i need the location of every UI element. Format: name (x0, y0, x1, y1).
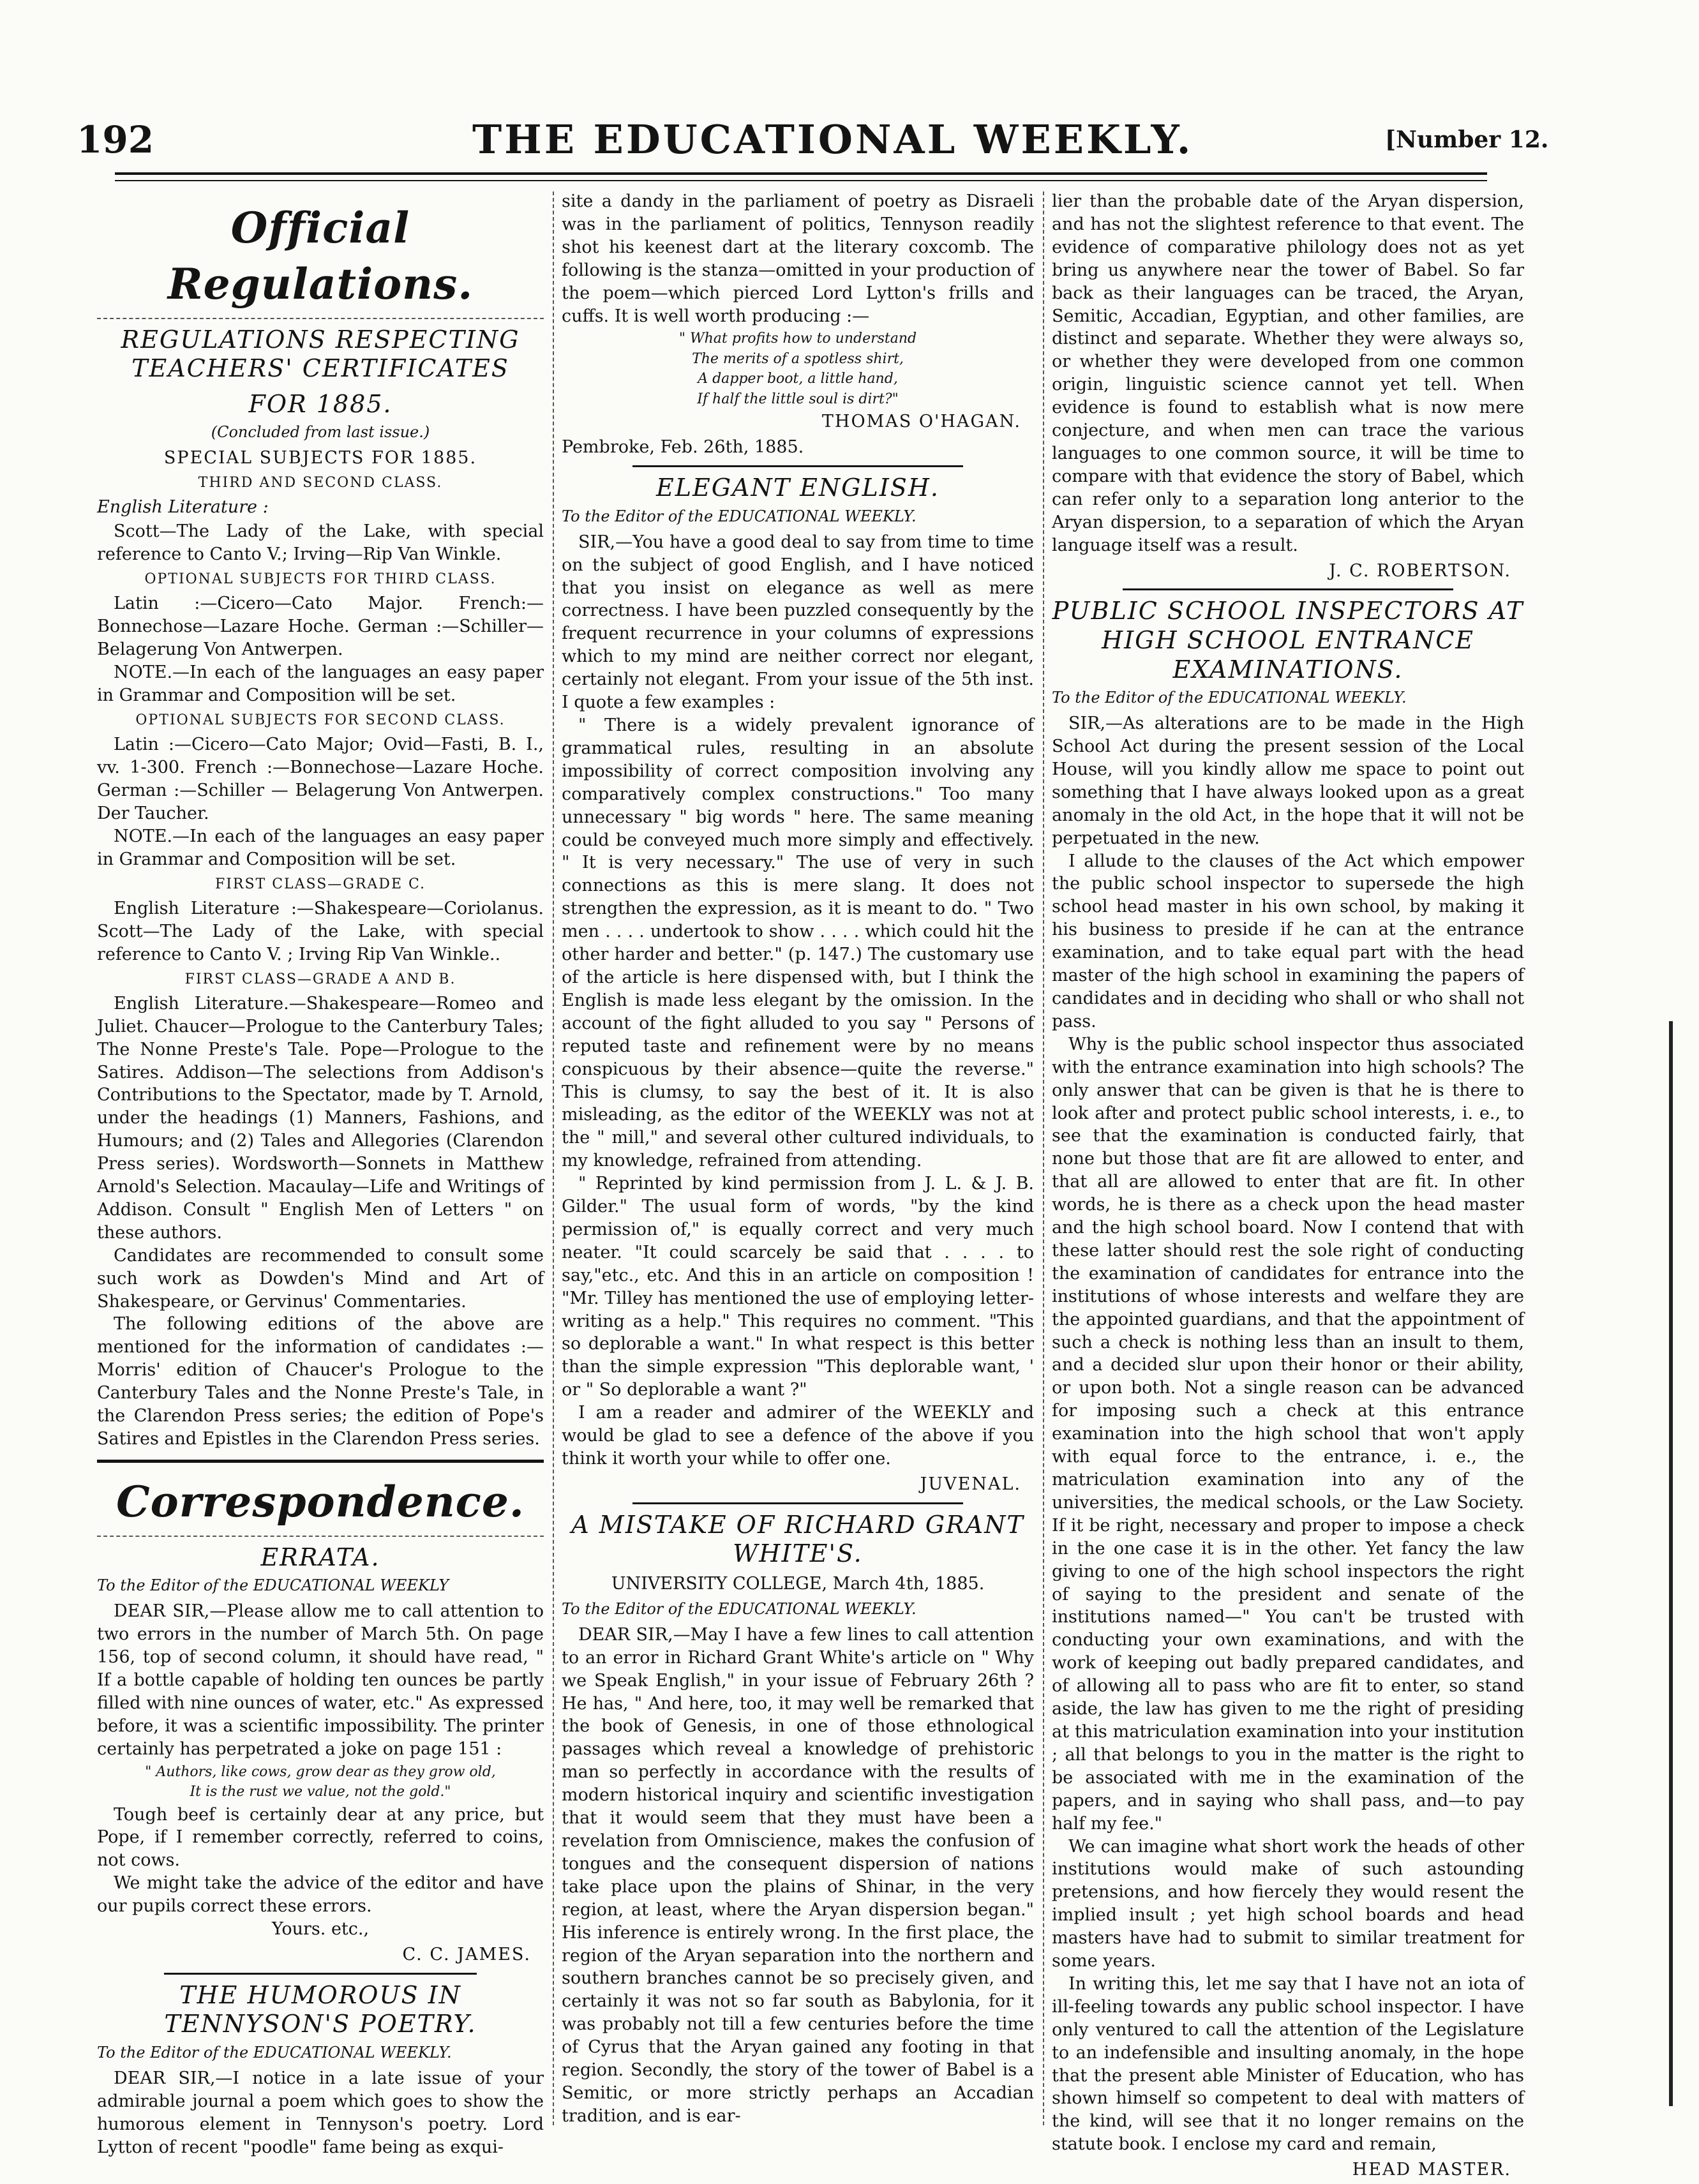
first-class-c-heading: FIRST CLASS—GRADE C. (214, 876, 426, 892)
first-class-ab-heading: FIRST CLASS—GRADE A AND B. (184, 971, 456, 987)
inspectors-paragraph-1: SIR,—As alterations are to be made in the High School Act during the present session of the Local House, will you kindly allow me space to point out something that I have always looked upon as a great anomaly in the old Act, in the hope that it will not be perpetuated in the new. (1052, 714, 1524, 848)
mistake-signature: J. C. ROBERTSON. (1329, 560, 1511, 581)
errata-addressee: To the Editor of the EDUCATIONAL WEEKLY (97, 1576, 449, 1595)
errata-paragraph-1: DEAR SIR,—Please allow me to call attention to two errors in the number of March 5th. On page 156, top of second column, it should have read, " If a bottle capable of holding ten ounces be partly filled with nine ounces of water, etc." As expressed before, it was a scientific impossibility. The printer certainly has perpetrated a joke on page 151 : (97, 1601, 544, 1759)
errata-signature: C. C. JAMES. (402, 1944, 531, 1964)
editions-text: The following editions of the above are mentioned for the information of candidates :—Morris' edition of Chaucer's Prologue to the Canterbury Tales and the Nonne Preste's Tale, in the Clarendon Press series; the edition of Pope's Satires and Epistles in the Clarendon Press series. (97, 1314, 544, 1449)
stanza-line-4: If half the little soul is dirt?" (697, 391, 899, 407)
humorous-addressee: To the Editor of the EDUCATIONAL WEEKLY. (97, 2044, 452, 2062)
divider (97, 318, 544, 319)
optional-second-heading: OPTIONAL SUBJECTS FOR SECOND CLASS. (135, 712, 505, 728)
stanza-line-1: " What profits how to understand (678, 331, 917, 347)
inspectors-addressee: To the Editor of the EDUCATIONAL WEEKLY. (1052, 689, 1407, 707)
elegant-paragraph-3: " Reprinted by kind permission from J. L. & J. B. Gilder." The usual form of words, "by the kind permission of," is equally correct and very much neater. "It could scarcely be said that . . . . to say,"etc., etc. And this in an article on composition ! "Mr. Tilley has mentioned the use of employing letter-writing as a help." This requires no comment. "This so deplorable a want." In what respect is this better than the simple expression "This deplorable want, ' or " So deplorable a want ?" (562, 1174, 1034, 1400)
divider (632, 465, 963, 467)
section-correspondence: Correspondence. (116, 1476, 525, 1527)
inspectors-paragraph-3: Why is the public school inspector thus associated with the entrance examination into high schools? The only answer that can be given is that he is there to look after and protect public school interests, i. e., to see that the examination is conducted fairly, that none but those that are fit are allowed to enter, and that all are allowed to enter that are fit. In other words, he is there as a check upon the head master and the high school board. Now I contend that with these latter should rest the sole right of conducting the examination of candidates for entrance into the institutions of whose interests and welfare they are the appointed guardians, and that the appointment of such a check is nothing less than an insult to them, and a decided slur upon their honor or their ability, or upon both. Not a single reason can be advanced for imposing such a check at this entrance examination into the high school that won't apply with equal force to the entrance, i. e., the matriculation examination into any of the universities, the medical schools, or the Law Society. If it be right, necessary and proper to impose a check in the one case it is in the other. Yet fancy the law giving to one of the high school inspectors the right of saying to the president and senate of the institutions named—" You can't be trusted with conducting your own examinations, and with the work of keeping out badly prepared candidates, and of allowing all to pass who are fit to enter, so stand aside, the law has given to me the right of presiding at this matriculation examination into your institution ; all that belongs to you in the matter is the right to be associated with me in the examination of the papers, and in saying who shall pass, and—to pay half my fee." (1052, 1034, 1524, 1834)
inspectors-signature: HEAD MASTER. (1352, 2160, 1511, 2180)
humorous-signature: THOMAS O'HAGAN. (821, 412, 1021, 432)
column-3 (1052, 189, 1524, 2184)
elegant-signature: JUVENAL. (920, 1474, 1021, 1494)
page-number: 192 (77, 118, 154, 161)
special-subjects-heading: SPECIAL SUBJECTS FOR 1885. (163, 448, 477, 468)
inspectors-paragraph-4: We can imagine what short work the heads of other institutions would make of such astounding pretensions, and how fiercely they would resent the implied insult ; yet high school boards and head masters have had to submit to similar treatment for some years. (1052, 1836, 1524, 1971)
errata-closing: Yours. etc., (271, 1919, 370, 1940)
errata-verse-2: It is the rust we value, not the gold." (190, 1784, 451, 1800)
humorous-paragraph-1: DEAR SIR,—I notice in a late issue of your admirable journal a poem which goes to show the humorous element in Tennyson's poetry. Lord Lytton of recent "poodle" fame being as exqui- (97, 2068, 544, 2157)
humorous-continued: site a dandy in the parliament of poetry as Disraeli was in the parliament of politics, Tennyson readily shot his keenest dart at the literary coxcomb. The following is the stanza—omitted in your production of the poem—which pierced Lord Lytton's frills and cuffs. It is well worth producing :— (562, 191, 1034, 326)
elegant-paragraph-1: SIR,—You have a good deal to say from time to time on the subject of good English, and I have noticed that you insist on elegance as well as mere correctness. I have been puzzled consequently by the frequent recurrence in your columns of expressions which to my mind are neither correct nor elegant, certainly not elegant. From your issue of the 5th inst. I quote a few examples : (562, 532, 1034, 713)
column-1 (97, 189, 544, 2159)
mistake-continued: lier than the probable date of the Aryan dispersion, and has not the slightest reference to that event. The evidence of comparative philology does not as yet bring us anywhere near the tower of Babel. So far back as their languages can be traced, the Aryan, Semitic, Accadian, Egyptian, and other families, are distinct and separate. Whether they were always so, or whether they were developed from one common origin, linguistic science cannot yet tell. When evidence is found to establish what is now mere conjecture, and when men can trace the various languages to one common source, it will be time to compare with that evidence the story of Babel, which can refer only to a separation long anterior to the Aryan dispersion, to a separation of which the Aryan language itself was a result. (1052, 191, 1524, 555)
section-official-regulations: Official Regulations. (167, 203, 474, 309)
mistake-place-date: UNIVERSITY COLLEGE, March 4th, 1885. (611, 1574, 985, 1594)
english-lit-text: Scott—The Lady of the Lake, with special reference to Canto V.; Irving—Rip Van Winkle. (97, 521, 544, 565)
mistake-paragraph-1: DEAR SIR,—May I have a few lines to call attention to an error in Richard Grant White's article on " Why we Speak English," in your issue of February 26th ? He has, " And here, too, it may well be remarked that the book of Genesis, in one of those ethnological passages which reveal a knowledge of prehistoric man so perfectly in accordance with the results of modern historical inquiry and scientific investigation that it would seem that they must have been a revelation from Omniscience, makes the confusion of tongues and the consequent dispersion of nations take place upon the plains of Shinar, in the very region, at least, where the Aryan dispersion began." His inference is entirely wrong. In the first place, the region of the Aryan separation into the northern and southern branches cannot be so precisely given, and certainly it was not so far south as Babylonia, for it was probably not till a few centuries before the time of Cyrus that the Aryan gained any footing in that region. Secondly, the story of the tower of Babel is a Semitic, or more strictly perhaps an Accadian tradition, and is ear- (562, 1624, 1034, 2126)
column-divider-1 (553, 191, 554, 2125)
divider (97, 1536, 544, 1537)
humorous-heading: THE HUMOROUS IN TENNYSON'S POETRY. (164, 1980, 477, 2038)
divider (632, 1502, 963, 1504)
elegant-paragraph-4: I am a reader and admirer of the WEEKLY and would be glad to see a defence of the above if you think it worth your while to offer one. (562, 1403, 1034, 1469)
errata-paragraph-2: Tough beef is certainly dear at any price, but Pope, if I remember correctly, referred to coins, not cows. (97, 1804, 544, 1871)
regulations-year: FOR 1885. (248, 389, 393, 418)
concluded-note: (Concluded from last issue.) (211, 423, 430, 442)
errata-paragraph-3: We might take the advice of the editor and have our pupils correct these errors. (97, 1873, 544, 1917)
divider (164, 1973, 477, 1975)
humorous-place-date: Pembroke, Feb. 26th, 1885. (562, 437, 804, 458)
candidates-text: Candidates are recommended to consult some such work as Dowden's Mind and Art of Shakespeare, or Gervinus' Commentaries. (97, 1245, 544, 1312)
header-rule (115, 172, 1487, 176)
third-second-heading: THIRD AND SECOND CLASS. (198, 475, 443, 491)
divider (1123, 588, 1453, 590)
header-rule-thin (115, 180, 1487, 181)
optional-third-heading: OPTIONAL SUBJECTS FOR THIRD CLASS. (144, 571, 497, 588)
column-2 (562, 189, 1034, 2128)
errata-verse-1: " Authors, like cows, grow dear as they grow old, (145, 1763, 496, 1780)
inspectors-paragraph-5: In writing this, let me say that I have not an iota of ill-feeling towards any public school inspector. I have only ventured to call the attention of the Legislature to an indefensible and insulting anomaly, in the hope that the present able Minister of Education, who has shown himself so competent to deal with matters of the kind, will see that it no longer remains on the statute book. I enclose my card and remain, (1052, 1973, 1524, 2155)
inspectors-paragraph-2: I allude to the clauses of the Act which empower the public school inspector to supersede the high school head master in his own school, by making it his business to preside if he can at the entrance examination, and to take equal part with the head master of the high school in examining the papers of candidates and in deciding who shall or who shall not pass. (1052, 851, 1524, 1031)
elegant-english-heading: ELEGANT ENGLISH. (655, 474, 940, 502)
optional-second-text: Latin :—Cicero—Cato Major; Ovid—Fasti, B. I., vv. 1-300. French :—Bonnechose—Lazare Hoche. German :—Schiller — Belagerung Von Antwerpen. Der Taucher. (97, 735, 544, 823)
stanza-line-2: The merits of a spotless shirt, (692, 350, 904, 367)
elegant-paragraph-2: " There is a widely prevalent ignorance of grammatical rules, resulting in an absolute impossibility of correct composition involving any comparatively complex constructions." Too many unnecessary " big words " here. The same meaning could be conveyed much more simply and effectively. " It is very necessary." The use of very in such connections as this is mere slang. It does not strengthen the expression, as it is meant to do. " Two men . . . . undertook to show . . . . which could hit the other harder and better." (p. 147.) The customary use of the article is here dispensed with, but I think the English is made less elegant by the omission. In the account of the fight alluded to you say " Persons of reputed taste and refinement were by no means conspicuous by their absence—quite the reverse." This is clumsy, to say the best of it. It is also misleading, as the editor of the WEEKLY was not at the " mill," and several other cultured individuals, to my knowledge, refrained from attending. (562, 715, 1034, 1171)
optional-third-text: Latin :—Cicero—Cato Major. French:—Bonnechose—Lazare Hoche. German :—Schiller—Belagerung Von Antwerpen. (97, 594, 544, 660)
first-class-c-text: English Literature :—Shakespeare—Coriolanus. Scott—The Lady of the Lake, with special reference to Canto V. ; Irving Rip Van Winkle.. (97, 898, 544, 964)
mistake-addressee: To the Editor of the EDUCATIONAL WEEKLY. (562, 1599, 917, 1618)
section-rule (97, 1460, 544, 1463)
inspectors-heading: PUBLIC SCHOOL INSPECTORS AT HIGH SCHOOL ENTRANCE EXAMINATIONS. (1052, 597, 1524, 684)
column-divider-2 (1043, 191, 1044, 2125)
journal-title: THE EDUCATIONAL WEEKLY. (472, 116, 1194, 163)
note-1: NOTE.—In each of the languages an easy paper in Grammar and Composition will be set. (97, 662, 544, 705)
errata-heading: ERRATA. (260, 1543, 380, 1571)
page-edge-mark (1669, 1021, 1675, 2106)
mistake-heading: A MISTAKE OF RICHARD GRANT WHITE'S. (571, 1510, 1024, 1568)
elegant-addressee: To the Editor of the EDUCATIONAL WEEKLY. (562, 507, 917, 525)
english-lit-label: English Literature : (97, 497, 269, 518)
note-2: NOTE.—In each of the languages an easy paper in Grammar and Composition will be set. (97, 826, 544, 869)
regulations-heading: REGULATIONS RESPECTING TEACHERS' CERTIFICATES (121, 325, 520, 383)
stanza-line-3: A dapper boot, a little hand, (698, 371, 898, 387)
issue-number: [Number 12. (1385, 126, 1549, 153)
first-class-ab-text: English Literature.—Shakespeare—Romeo and Juliet. Chaucer—Prologue to the Canterbury Tales; The Nonne Preste's Tale. Pope—Prologue to the Satires. Addison—The selections from Addison's Contributions to the Spectator, made by T. Arnold, under the headings (1) Manners, Fashions, and Humours; and (2) Tales and Allegories (Clarendon Press series). Wordsworth—Sonnets in Matthew Arnold's Selection. Macaulay—Life and Writings of Addison. Consult " English Men of Letters " on these authors. (97, 993, 544, 1243)
